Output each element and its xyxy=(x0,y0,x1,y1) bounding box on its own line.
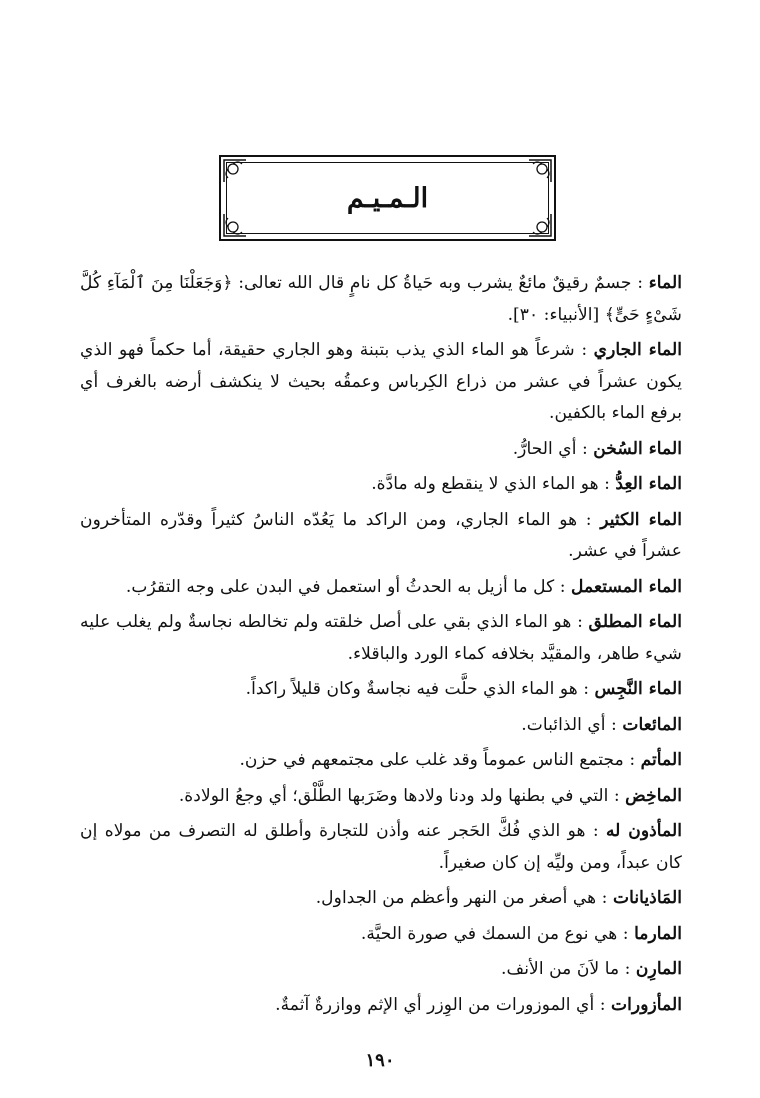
entry xyxy=(80,883,682,915)
entry-term: المأذون له xyxy=(605,821,682,841)
entry xyxy=(80,919,682,951)
entry-term: الماء xyxy=(648,273,682,293)
entry-definition: شرعاً هو الماء الذي يذب بتبنة وهو الجاري حقيقة، أما حكماً فهو الذي يكون عشراً في عشر من ذراع الكِرباس وعمقُه بحيث لا ينكشف أرضه بالغرف أي برفع الماء بالكفين. xyxy=(80,340,682,423)
dictionary-body xyxy=(80,268,682,1025)
entry xyxy=(80,268,682,331)
entry-term: الماء العِدُّ xyxy=(615,474,682,494)
entry-separator: : xyxy=(617,923,635,944)
entry-separator: : xyxy=(594,994,611,1015)
entry-term: الماء السُخن xyxy=(593,438,682,459)
entry-definition: مجتمع الناس عموماً وقد غلب على مجتمعهم في حزن. xyxy=(239,750,624,770)
entry-term: الماء المستعمل xyxy=(571,576,682,597)
entry-term: المارما xyxy=(634,923,682,944)
entry-term: الماء الجاري xyxy=(593,340,683,360)
ornament-corner-icon xyxy=(527,212,553,238)
entry-definition: أي الحارُّ. xyxy=(512,438,577,459)
entry-term: المارِن xyxy=(635,959,682,979)
entry-separator: : xyxy=(619,959,636,979)
ornament-corner-icon xyxy=(527,158,553,184)
entry-separator: : xyxy=(598,474,616,494)
entry xyxy=(80,990,682,1022)
entry-term: الماخِض xyxy=(625,785,682,806)
entry xyxy=(80,572,682,604)
entry-term: المائعات xyxy=(622,714,682,735)
entry xyxy=(80,469,682,501)
entry-separator: : xyxy=(623,750,641,770)
entry-separator: : xyxy=(585,821,606,841)
chapter-title: الـمـيـم xyxy=(346,183,429,214)
entry-definition: هي نوع من السمك في صورة الحيَّة. xyxy=(360,923,618,944)
entry-separator: : xyxy=(574,340,594,360)
entry-term: المأزورات xyxy=(610,994,682,1015)
entry-definition: هو الماء الجاري، ومن الراكد ما يَعُدّه الناسُ كثيراً وقدّره المتأخرون عشراً في عشر. xyxy=(80,509,682,561)
ornament-corner-icon xyxy=(222,158,248,184)
chapter-heading-frame xyxy=(219,155,556,241)
entry xyxy=(80,505,682,568)
entry-term: المَاذيانات xyxy=(612,888,682,908)
entry-definition: جسمٌ رقيقٌ مائعٌ يشرب وبه حَياةُ كل نامٍ قال الله تعالى: ﴿وَجَعَلْنَا مِنَ ٱلْمَآءِ كُلَّ شَىْءٍ حَىٍّ﴾ [الأنبياء: ٣٠]. xyxy=(80,273,682,325)
entry xyxy=(80,816,682,879)
entry-definition: هو الماء الذي بقي على أصل خلقته ولم تخالطه نجاسةٌ ولم يغلب عليه شيء طاهر، والمقيَّد بخلافه كماء الورد والباقلاء. xyxy=(80,612,682,664)
entry xyxy=(80,954,682,986)
entry-separator: : xyxy=(576,438,594,459)
entry-separator: : xyxy=(577,679,595,699)
entry-separator: : xyxy=(571,612,589,632)
entry-term: الماء النَّجِس xyxy=(594,679,682,699)
entry-definition: التي في بطنها ولد ودنا ولادها وضَرَبها الطَّلْق؛ أي وجعُ الولادة. xyxy=(178,785,609,806)
entry-separator: : xyxy=(577,509,601,530)
entry-separator: : xyxy=(608,785,626,806)
entry-separator: : xyxy=(631,273,649,293)
entry xyxy=(80,710,682,742)
entry-separator: : xyxy=(605,714,623,735)
entry-term: المأتم xyxy=(640,750,682,770)
entry-definition: كل ما أزيل به الحدثُ أو استعمل في البدن على وجه التقرُب. xyxy=(125,576,555,597)
entry-definition: هو الماء الذي لا ينقطع وله مادَّة. xyxy=(371,474,599,494)
entry-definition: هو الذي فُكَّ الحَجر عنه وأذن للتجارة وأطلق له التصرف من مولاه إن كان عبداً، ومن وليِّه إن كان صغيراً. xyxy=(80,821,682,873)
page-number: ١٩٠ xyxy=(365,1050,395,1071)
entry-term: الماء الكثير xyxy=(600,509,682,530)
entry xyxy=(80,781,682,813)
entry-definition: هي أصغر من النهر وأعظم من الجداول. xyxy=(315,888,597,908)
entry-definition: هو الماء الذي حلَّت فيه نجاسةٌ وكان قليلاً راكداً. xyxy=(245,679,578,699)
entry xyxy=(80,674,682,706)
entry-definition: أي الذائبات. xyxy=(521,714,606,735)
entry xyxy=(80,607,682,670)
entry xyxy=(80,434,682,466)
entry-separator: : xyxy=(596,888,613,908)
entry xyxy=(80,335,682,430)
entry xyxy=(80,745,682,777)
entry-definition: أي الموزورات من الوِزر أي الإثم ووازرةٌ آثمةٌ. xyxy=(275,994,595,1015)
entry-definition: ما لاَنَ من الأنف. xyxy=(501,959,620,979)
entry-separator: : xyxy=(554,576,572,597)
entry-term: الماء المطلق xyxy=(588,612,683,632)
ornament-corner-icon xyxy=(222,212,248,238)
